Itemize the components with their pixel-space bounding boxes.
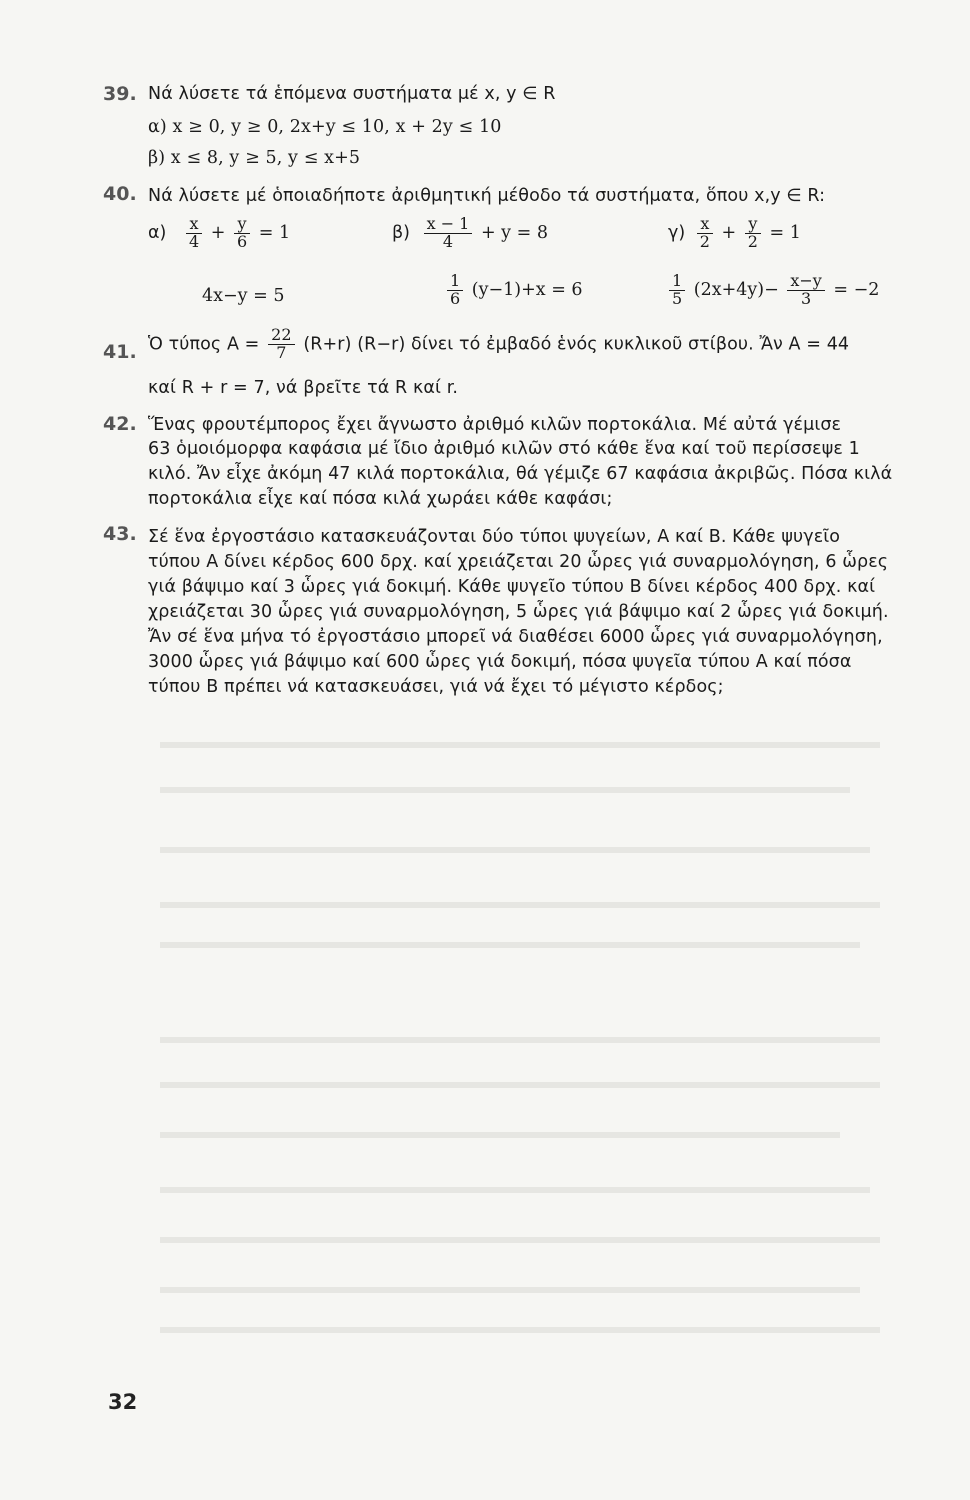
system-b-label: β) <box>392 222 410 243</box>
exercise-number: 40. <box>103 183 137 205</box>
exercise-number: 42. <box>103 413 137 435</box>
exercise-41-line-1: Ὁ τύπος A = $\frac{22}{7}$ (R+r) (R−r) δίνει τό ἐμβαδό ἑνός κυκλικοῦ στίβου. Ἄν A = 44 <box>148 325 850 362</box>
system-c-eq2: $\frac{1}{5}$ (2x+4y)− $\frac{x-y}{3}$ = −2 <box>666 273 879 308</box>
system-c-label: γ) <box>668 222 686 243</box>
exercise-43-line: Ἄν σέ ἕνα μήνα τό ἐργοστάσιο μπορεῖ νά διαθέσει 6000 ὧρες γιά συναρμολόγηση, <box>148 627 883 647</box>
exercise-43-line: τύπου A δίνει κέρδος 600 δρχ. καί χρειάζεται 20 ὧρες γιά συναρμολόγηση, 6 ὧρες <box>148 552 889 572</box>
system-b-eq2: $\frac{1}{6}$ (y−1)+x = 6 <box>444 273 583 308</box>
exercise-40-intro: Νά λύσετε μέ ὁποιαδήποτε ἀριθμητική μέθοδο τά συστήματα, ὅπου x,y ∈ R: <box>148 186 826 206</box>
exercise-43-line: γιά βάψιμο καί 3 ὧρες γιά δοκιμή. Κάθε ψυγεῖο τύπου B δίνει κέρδος 400 δρχ. καί <box>148 577 876 597</box>
exercise-42-line: Ἕνας φρουτέμπορος ἔχει ἄγνωστο ἀριθμό κιλῶν πορτοκάλια. Μέ αὐτά γέμισε <box>148 415 842 435</box>
system-c-eq1: γ) $\frac{x}{2}$ + $\frac{y}{2}$ = 1 <box>668 214 801 251</box>
exercise-42-line: κιλό. Ἄν εἶχε ἀκόμη 47 κιλά πορτοκάλια, θά γέμιζε 67 καφάσια ἀκριβῶς. Πόσα κιλά <box>148 464 893 484</box>
system-b-eq1: β) $\frac{x - 1}{4}$ + y = 8 <box>392 214 548 251</box>
system-a-eq1: α) $\frac{x}{4}$ + $\frac{y}{6}$ = 1 <box>148 214 291 251</box>
fraction: $\frac{y}{6}$ <box>234 216 250 251</box>
exercise-39-part-b: β) x ≤ 8, y ≥ 5, y ≤ x+5 <box>148 148 361 168</box>
exercise-43-line: 3000 ὧρες γιά βάψιμο καί 600 ὧρες γιά δοκιμή, πόσα ψυγεῖα τύπου A καί πόσα <box>148 652 852 672</box>
exercise-number: 41. <box>103 341 137 363</box>
page-number: 32 <box>108 1390 138 1414</box>
fraction: $\frac{x}{2}$ <box>697 216 713 251</box>
fraction: $\frac{x}{4}$ <box>186 216 202 251</box>
exercise-43-line: τύπου B πρέπει νά κατασκευάσει, γιά νά ἔχει τό μέγιστο κέρδος; <box>148 677 724 697</box>
fraction: $\frac{y}{2}$ <box>745 216 761 251</box>
exercise-43-line: χρειάζεται 30 ὧρες γιά συναρμολόγηση, 5 ὧρες γιά βάψιμο καί 2 ὧρες γιά δοκιμή. <box>148 602 889 622</box>
system-a-eq2: 4x−y = 5 <box>202 286 285 306</box>
exercise-39-intro: Νά λύσετε τά ἑπόμενα συστήματα μέ x, y ∈ R <box>148 84 556 104</box>
exercise-39-part-a: α) x ≥ 0, y ≥ 0, 2x+y ≤ 10, x + 2y ≤ 10 <box>148 117 502 137</box>
fraction: $\frac{1}{5}$ <box>669 273 685 308</box>
exercise-42-line: πορτοκάλια εἶχε καί πόσα κιλά χωράει κάθε καφάσι; <box>148 489 613 509</box>
system-a-label: α) <box>148 222 167 243</box>
fraction: $\frac{x - 1}{4}$ <box>424 216 473 251</box>
fraction: $\frac{22}{7}$ <box>268 327 295 362</box>
exercise-41-line-2: καί R + r = 7, νά βρεῖτε τά R καί r. <box>148 378 459 398</box>
exercise-number: 43. <box>103 523 137 545</box>
fraction: $\frac{1}{6}$ <box>447 273 463 308</box>
exercise-42-line: 63 ὁμοιόμορφα καφάσια μέ ἴδιο ἀριθμό κιλῶν στό κάθε ἕνα καί τοῦ περίσσεψε 1 <box>148 439 860 459</box>
exercise-43-line: Σέ ἕνα ἐργοστάσιο κατασκευάζονται δύο τύποι ψυγείων, A καί B. Κάθε ψυγεῖο <box>148 527 841 547</box>
fraction: $\frac{x-y}{3}$ <box>787 273 824 308</box>
exercise-number: 39. <box>103 83 137 105</box>
